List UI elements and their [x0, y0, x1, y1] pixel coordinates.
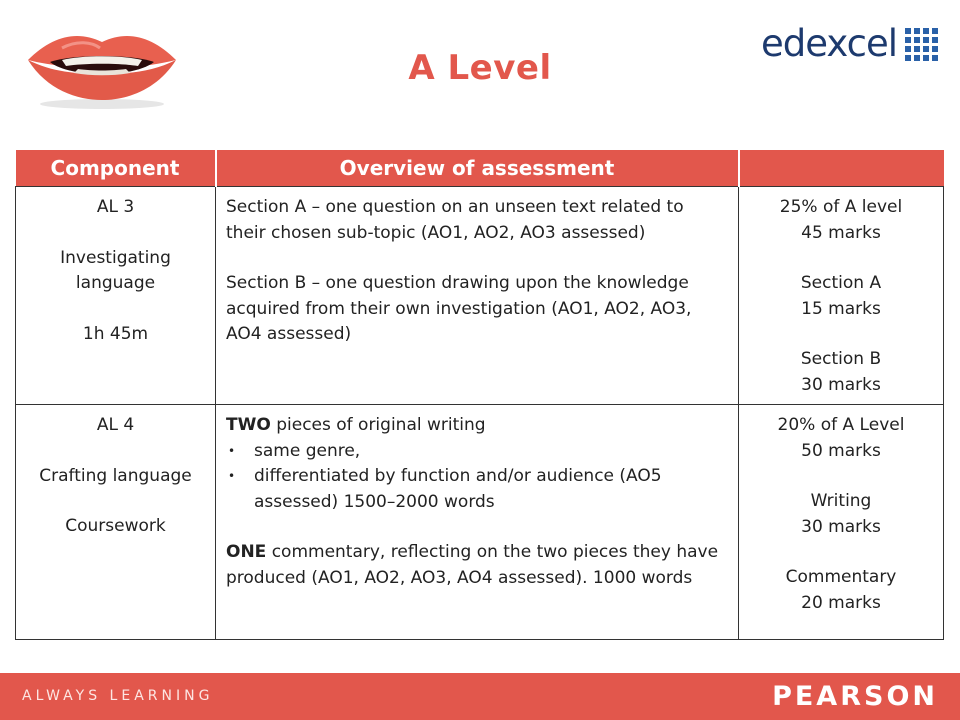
marks-value: 30 marks: [801, 516, 881, 537]
marks-weight: 25% of A level: [779, 197, 903, 217]
component-cell: [16, 405, 216, 640]
overview-commentary-bold: ONE: [226, 542, 267, 562]
component-code: AL 4: [96, 415, 135, 435]
logo-text: edexcel: [761, 22, 897, 65]
table-header-row: [16, 150, 944, 187]
overview-cell: [216, 405, 739, 640]
component-duration: 1h 45m: [82, 323, 149, 344]
overview-bullet-list: [226, 439, 728, 516]
page-title: A Level: [408, 48, 552, 88]
overview-section-b: Section B – one question drawing upon the knowledge acquired from their own investigation (AO1, AO2, AO3, AO4 assessed): [226, 273, 692, 344]
overview-lead: [226, 413, 728, 439]
marks-value: 30 marks: [801, 374, 881, 395]
column-header-overview: Overview of assessment: [216, 150, 739, 187]
marks-cell: [739, 187, 944, 405]
column-header-component: Component: [16, 150, 216, 187]
overview-commentary-text: commentary, reflecting on the two pieces they have produced (AO1, AO2, AO3, AO4 assessed). 1000 words: [226, 542, 719, 588]
overview-lead-text: pieces of original writing: [270, 415, 486, 435]
component-name: Investigating language: [60, 247, 171, 293]
overview-section-a: Section A – one question on an unseen text related to their chosen sub-topic (AO1, AO2, AO3 assessed): [226, 197, 684, 243]
marks-cell: [739, 405, 944, 640]
marks-label: Writing: [810, 491, 872, 511]
marks-total: 45 marks: [801, 222, 881, 243]
component-cell: [16, 187, 216, 405]
overview-cell: [216, 187, 739, 405]
component-code: AL 3: [96, 197, 135, 217]
table-row: [16, 187, 944, 405]
pearson-logo: PEARSON: [772, 681, 938, 712]
list-item: • differentiated by function and/or audience (AO5 assessed) 1500–2000 words: [226, 464, 728, 515]
column-header-marks: [739, 150, 944, 187]
footer-bar: [0, 673, 960, 720]
marks-value: 20 marks: [801, 592, 881, 613]
marks-label: Section B: [800, 349, 882, 369]
component-type: Coursework: [65, 516, 166, 536]
list-item: • same genre,: [226, 439, 728, 465]
assessment-table: [15, 150, 944, 640]
component-name: Crafting language: [39, 465, 192, 486]
marks-value: 15 marks: [801, 298, 881, 319]
footer-tagline: ALWAYS LEARNING: [22, 688, 214, 704]
marks-label: Commentary: [785, 567, 897, 587]
overview-lead-bold: TWO: [226, 415, 271, 435]
marks-label: Section A: [800, 273, 882, 293]
marks-weight: 20% of A Level: [777, 415, 905, 435]
overview-commentary: [226, 540, 728, 591]
table-row: [16, 405, 944, 640]
marks-total: 50 marks: [801, 440, 881, 461]
